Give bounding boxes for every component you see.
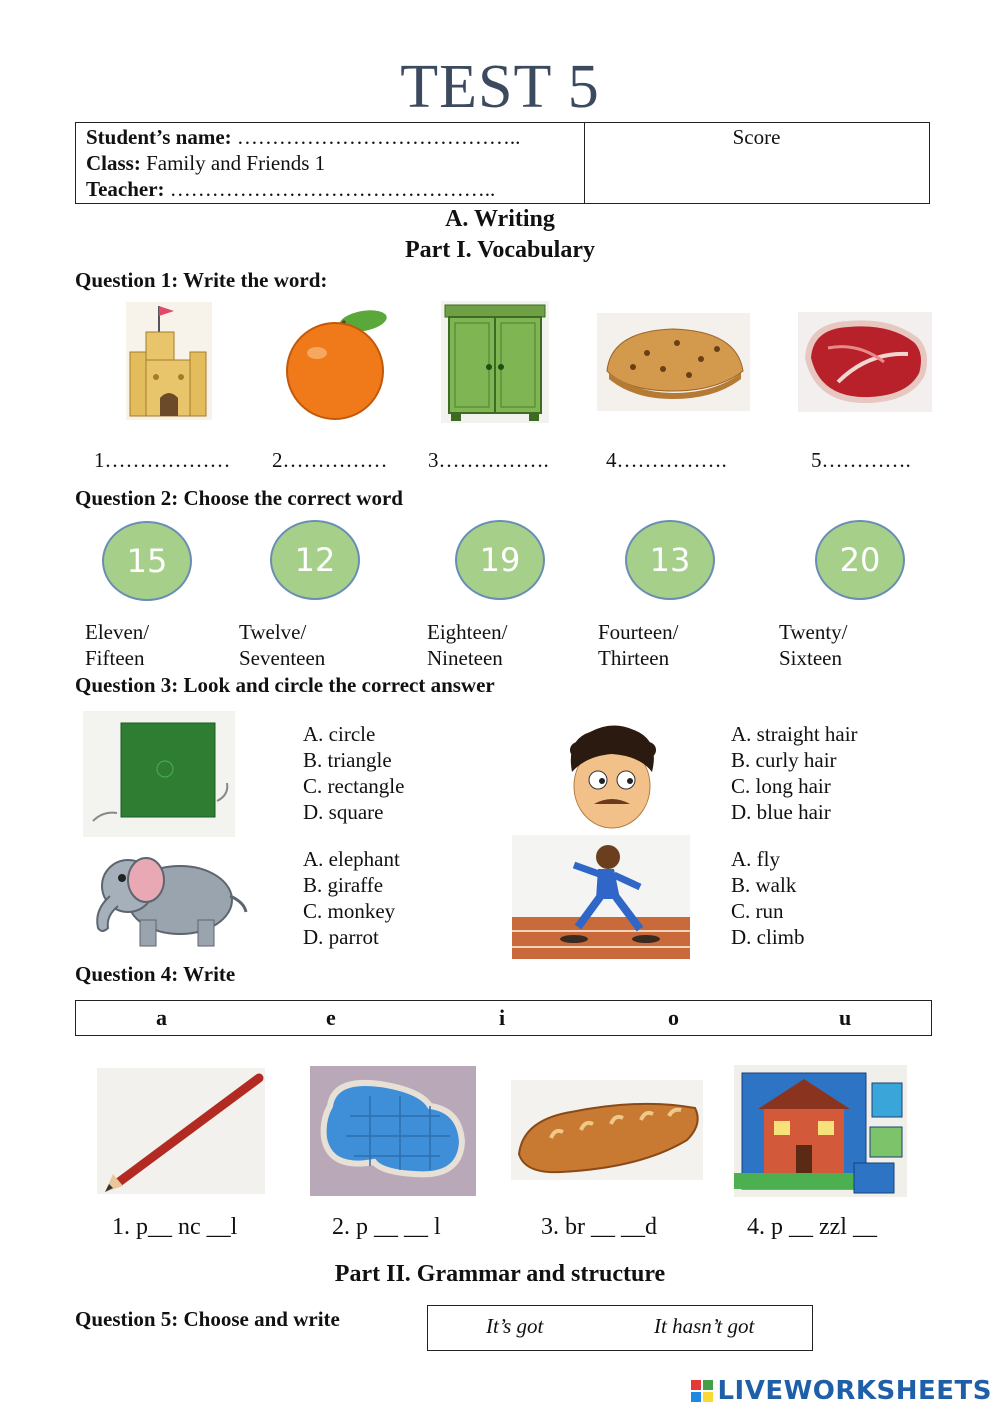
number-circle-2: 12 [270, 520, 360, 600]
q2-option[interactable]: Sixteen [779, 646, 842, 670]
q2-options-2 [239, 619, 325, 671]
q2-option[interactable]: Eighteen/ [427, 620, 508, 644]
q3-option[interactable]: D. square [303, 800, 384, 824]
student-name-line [86, 125, 520, 150]
q5-choice[interactable]: It’s got [486, 1314, 544, 1338]
q2-option[interactable]: Eleven/ [85, 620, 150, 644]
vowel-letter: u [839, 1005, 852, 1030]
q3-heading: Question 3: Look and circle the correct answer [75, 673, 495, 697]
sandcastle-image [126, 302, 212, 420]
student-info-box [75, 122, 930, 204]
q4-heading: Question 4: Write [75, 962, 236, 986]
q3-option[interactable]: C. long hair [731, 774, 831, 798]
vowel-letter: i [499, 1005, 506, 1030]
q4-word-1[interactable]: 1. p__ nc __l [112, 1214, 238, 1240]
section-writing-heading: A. Writing [445, 206, 555, 232]
q3-option[interactable]: A. circle [303, 722, 376, 746]
q1-blank-4[interactable]: 4……………. [606, 448, 727, 472]
number-circle-5: 20 [815, 520, 905, 600]
q1-blank-5[interactable]: 5…………. [811, 448, 911, 472]
q3-options-4 [731, 846, 805, 950]
q2-options-3 [427, 619, 507, 671]
q2-option[interactable]: Fifteen [85, 646, 145, 670]
q3-option[interactable]: C. rectangle [303, 774, 405, 798]
q5-heading: Question 5: Choose and write [75, 1307, 340, 1331]
orange-image [283, 303, 398, 421]
running-boy-image [512, 835, 690, 959]
q1-blank-2[interactable]: 2…………… [272, 448, 388, 472]
q5-choice[interactable]: It hasn’t got [654, 1314, 755, 1338]
score-label: Score [732, 125, 781, 149]
q3-option[interactable]: D. climb [731, 925, 805, 949]
pool-image [310, 1066, 476, 1196]
q3-option[interactable]: D. blue hair [731, 800, 831, 824]
q3-option[interactable]: A. elephant [303, 847, 400, 871]
page-title: TEST 5 [400, 53, 600, 121]
puzzle-image [734, 1065, 907, 1197]
q1-blank-1[interactable]: 1……………… [94, 448, 231, 472]
logo-mark-icon [691, 1380, 713, 1402]
class-label: Class: [86, 151, 141, 175]
q3-option[interactable]: A. fly [731, 847, 780, 871]
vowel-letters-box [75, 1000, 932, 1036]
q3-options-1 [303, 721, 404, 825]
cupboard-image [441, 301, 549, 423]
q1-heading: Question 1: Write the word: [75, 268, 328, 292]
number-circle-4: 13 [625, 520, 715, 600]
square-image [83, 711, 235, 837]
q2-option[interactable]: Thirteen [598, 646, 670, 670]
curly-hair-boy-image [560, 720, 665, 832]
part2-heading: Part II. Grammar and structure [334, 1261, 666, 1287]
q2-options-4 [598, 619, 678, 671]
liveworksheets-logo [691, 1376, 992, 1406]
class-line [86, 151, 325, 176]
q3-options-3 [303, 846, 400, 950]
q2-options-1 [85, 619, 149, 671]
student-name-field[interactable]: ………………………………….. [236, 125, 521, 149]
q3-option[interactable]: C. run [731, 899, 784, 923]
logo-text: LIVEWORKSHEETS [717, 1376, 992, 1406]
vowel-letter: o [668, 1005, 679, 1030]
q3-option[interactable]: C. monkey [303, 899, 396, 923]
meat-image [798, 312, 932, 412]
elephant-image [80, 846, 252, 952]
q3-option[interactable]: A. straight hair [731, 722, 858, 746]
q4-word-4[interactable]: 4. p __ zzl __ [747, 1214, 877, 1240]
class-value: Family and Friends 1 [146, 151, 326, 175]
pencil-image [97, 1068, 265, 1194]
q3-option[interactable]: B. curly hair [731, 748, 837, 772]
q3-option[interactable]: B. giraffe [303, 873, 384, 897]
number-circle-1: 15 [102, 521, 192, 601]
q4-word-2[interactable]: 2. p __ __ l [332, 1214, 441, 1240]
q5-choices-box [427, 1305, 813, 1351]
q3-option[interactable]: B. triangle [303, 748, 392, 772]
teacher-label: Teacher: [86, 177, 165, 201]
part1-heading: Part I. Vocabulary [404, 237, 595, 263]
q3-options-2 [731, 721, 858, 825]
teacher-field[interactable]: ……………………………………….. [169, 177, 496, 201]
q2-option[interactable]: Twenty/ [779, 620, 848, 644]
q2-option[interactable]: Twelve/ [239, 620, 307, 644]
q2-option[interactable]: Seventeen [239, 646, 326, 670]
teacher-line [86, 177, 495, 202]
bread-image [511, 1080, 703, 1180]
q2-option[interactable]: Fourteen/ [598, 620, 679, 644]
number-circle-3: 19 [455, 520, 545, 600]
cookie-image [597, 313, 750, 411]
q1-blank-3[interactable]: 3……………. [428, 448, 549, 472]
q3-option[interactable]: D. parrot [303, 925, 379, 949]
q2-heading: Question 2: Choose the correct word [75, 486, 403, 510]
q3-option[interactable]: B. walk [731, 873, 797, 897]
q4-word-3[interactable]: 3. br __ __d [541, 1214, 657, 1240]
q2-options-5 [779, 619, 848, 671]
vowel-letter: e [326, 1005, 336, 1030]
q2-option[interactable]: Nineteen [427, 646, 503, 670]
student-name-label: Student’s name: [86, 125, 232, 149]
vowel-letter: a [156, 1005, 167, 1030]
